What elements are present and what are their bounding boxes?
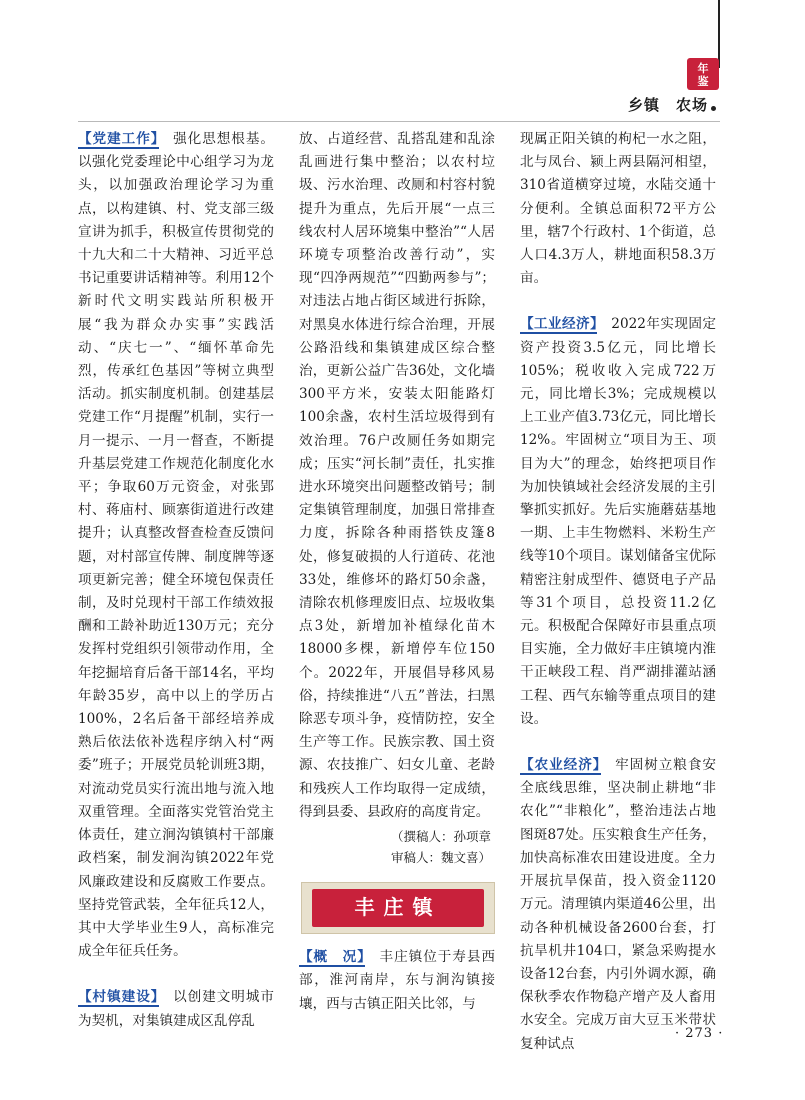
- agricultural-economy-tag: 【农业经济】: [520, 757, 601, 774]
- yearbook-logo-icon: [686, 57, 720, 91]
- header-dot-icon: [711, 106, 716, 111]
- header-rule: [78, 121, 720, 122]
- column-3: [520, 128, 716, 1056]
- industrial-economy-tag: 【工业经济】: [520, 316, 598, 333]
- town-banner: [301, 882, 495, 934]
- town-construction-continued: 放、占道经营、乱搭乱建和乱涂乱画进行集中整治；以农村垃圾、污水治理、改厕和村容村貌提升为重点，先后开展“一点三线农村人居环境集中整治”“人居环境专项整治改善行动”，实现“四净两规范”“四勤两参与”；对违法占地占街区域进行拆除，对黑臭水体进行综合治理，开展公路沿线和集镇建成区综合整治，更新公益广告36处，文化墙300平方米，安装太阳能路灯100余盏，农村生活垃圾得到有效治理。76户改厕任务如期完成；压实“河长制”责任，扎实推进水环境突出问题整改销号；制定集镇管理制度，加强日常排查力度，拆除各种雨搭铁皮篷8处，修复破损的人行道砖、花池33处，维修坏的路灯50余盏，清除农机修理废旧点、垃圾收集点3处，新增加补植绿化苗木18000多棵，新增停车位150个。2022年，开展倡导移风易俗，持续推进“八五”普法，扫黑除恶专项斗争，疫情防控，安全生产等工作。民族宗教、国土资源、农技推广、妇女儿童、老龄和残疾人工作均取得一定成绩，得到县委、县政府的高度肯定。: [299, 131, 495, 820]
- credit-writer: （撰稿人：孙项章: [390, 829, 491, 845]
- svg-text:年: 年: [697, 62, 709, 75]
- svg-text:鉴: 鉴: [697, 75, 709, 88]
- party-building-paragraph: [78, 128, 274, 963]
- overview-text: 丰庄镇位于寿县西部，淮河南岸，东与涧沟镇接壤，西与古镇正阳关比邻，与: [299, 949, 496, 1012]
- overview-tag: 【概 况】: [299, 949, 365, 966]
- industrial-economy-paragraph: [520, 313, 716, 731]
- overview-continued: 现属正阳关镇的枸杞一水之阻，北与凤台、颍上两县隔河相望，310省道横穿过境，水陆交通十分便利。全镇总面积72平方公里，辖7个行政村、1个街道，总人口4.3万人，耕地面积58.3万亩。: [520, 131, 716, 287]
- section-title: 乡镇 农场: [628, 96, 709, 114]
- credits: [299, 826, 495, 868]
- party-building-tag: 【党建工作】: [78, 131, 159, 147]
- overview-paragraph: [299, 946, 495, 1016]
- party-building-text: 强化思想根基。以强化党委理论中心组学习为龙头，以加强政治理论学习为重点，以构建镇、村、党支部三级宣讲为抓手，积极宣传贯彻党的十九大和二十大精神、习近平总书记重要讲话精神等。利用12个新时代文明实践站所积极开展“我为群众办实事”实践活动、“庆七一”、“缅怀革命先烈，传承红色基因”等树立典型活动。抓实制度机制。创建基层党建工作“月提醒”机制，实行一月一提示、一月一督查，不断提升基层党建工作规范化制度化水平；争取60万元资金，对张郢村、蒋庙村、顾寨街道进行改建提升；认真整改督查检查反馈问题，对村部宣传牌、制度牌等逐项更新完善；健全环境包保责任制，及时兑现村干部工作绩效报酬和工龄补助近130万元；充分发挥村党组织引领带动作用，全年挖掘培育后备干部14名，平均年龄35岁，高中以上的学历占100%，2名后备干部经培养成熟后依法依补选程序纳入村“两委”班子；开展党员轮训班3期，对流动党员实行流出地与流入地双重管理。全面落实党管治党主体责任，建立涧沟镇镇村干部廉政档案，制发涧沟镇2022年党风廉政建设和反腐败工作要点。坚持党管武装，全年征兵12人，其中大学毕业生9人，高标准完成全年征兵任务。: [78, 131, 275, 960]
- town-construction-tag: 【村镇建设】: [78, 989, 159, 1006]
- column-2: [299, 128, 495, 1016]
- column-1: [78, 128, 274, 1033]
- agricultural-economy-text: 牢固树立粮食安全底线思维，坚决制止耕地“非农化”“非粮化”，整治违法占地图斑87处。压实粮食生产任务，加快高标准农田建设进度。全力开展抗旱保苗，投入资金1120万元。清理镇内渠道46公里，出动各种机械设备2600台套，打抗旱机井104口，紧急采购提水设备12台套，内引外调水源，确保秋季农作物稳产增产及人畜用水安全。完成万亩大豆玉米带状复种试点: [520, 757, 717, 1052]
- agricultural-economy-paragraph: [520, 754, 716, 1056]
- page-number: · 273 ·: [675, 1026, 724, 1041]
- town-construction-text: 以创建文明城市为契机，对集镇建成区乱停乱: [78, 989, 275, 1029]
- section-header: [628, 94, 716, 115]
- industrial-economy-text: 2022年实现固定资产投资3.5亿元，同比增长105%；税收收入完成722万元，同比增长3%；完成规模以上工业产值3.73亿元，同比增长12%。牢固树立“项目为王、项目为大”的理念，始终把项目作为加快镇域社会经济发展的主引擎抓实抓好。先后实施蘑菇基地一期、上丰生物燃料、米粉生产线等10个项目。谋划储备宝优际精密注射成型件、德贤电子产品等31个项目，总投资11.2亿元。积极配合保障好市县重点项目实施，全力做好丰庄镇境内淮干正峡段工程、肖严湖排灌站涵工程、西气东输等重点项目的建设。: [520, 316, 716, 727]
- credit-reviewer: 审稿人：魏文喜）: [390, 850, 491, 866]
- town-name-heading: 丰庄镇: [312, 889, 484, 927]
- town-construction-paragraph: [78, 986, 274, 1032]
